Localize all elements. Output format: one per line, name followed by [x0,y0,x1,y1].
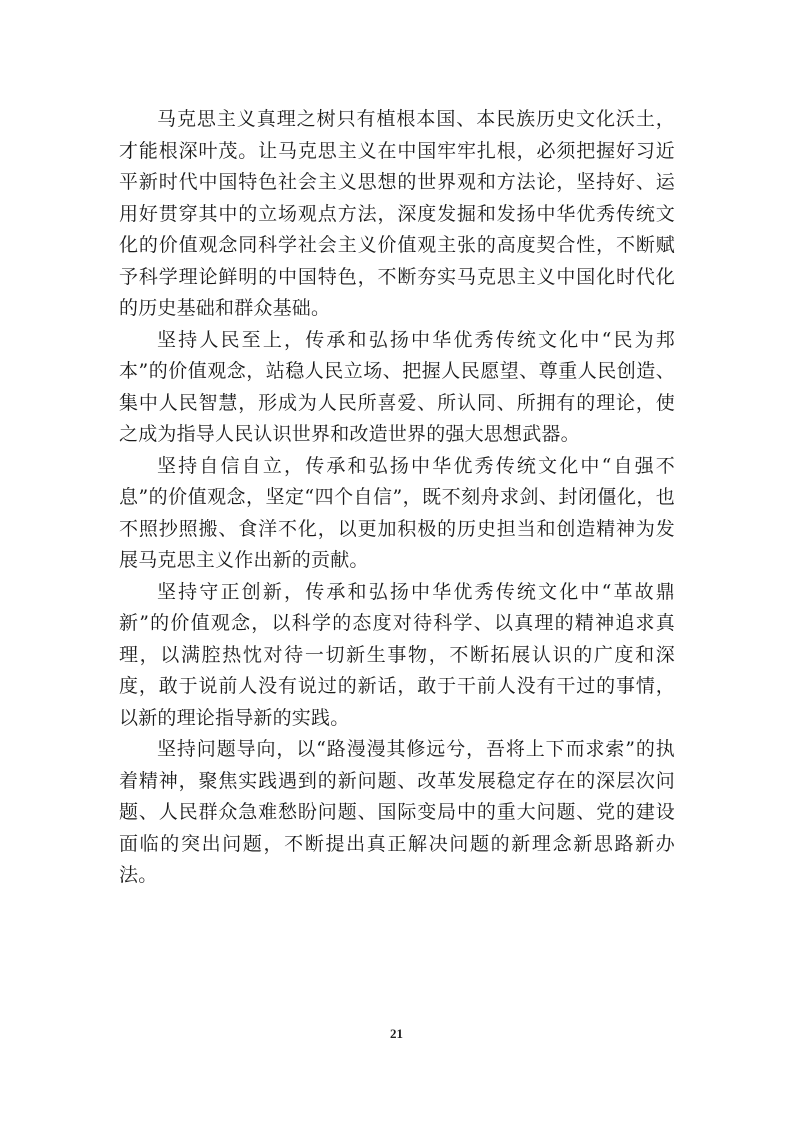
paragraph-1: 马克思主义真理之树只有植根本国、本民族历史文化沃土，才能根深叶茂。让马克思主义在中国牢牢扎根，必须把握好习近平新时代中国特色社会主义思想的世界观和方法论，坚持好、运用好贯穿其中的立场观点方法，深度发掘和发扬中华优秀传统文化的价值观念同科学社会主义价值观主张的高度契合性，不断赋予科学理论鲜明的中国特色，不断夯实马克思主义中国化时代化的历史基础和群众基础。 [119,108,675,319]
paragraph-4: 坚持守正创新，传承和弘扬中华优秀传统文化中“革故鼎新”的价值观念，以科学的态度对待科学、以真理的精神追求真理，以满腔热忱对待一切新生事物，不断拓展认识的广度和深度，敢于说前人没有说过的新话，敢于干前人没有干过的事情，以新的理论指导新的实践。 [119,580,675,729]
paragraph-2: 坚持人民至上，传承和弘扬中华优秀传统文化中“民为邦本”的价值观念，站稳人民立场、把握人民愿望、尊重人民创造、集中人民智慧，形成为人民所喜爱、所认同、所拥有的理论，使之成为指导人民认识世界和改造世界的强大思想武器。 [119,328,675,445]
paragraph-5: 坚持问题导向，以“路漫漫其修远兮，吾将上下而求索”的执着精神，聚焦实践遇到的新问题、改革发展稳定存在的深层次问题、人民群众急难愁盼问题、国际变局中的重大问题、党的建设面临的突出问题，不断提出真正解决问题的新理念新思路新办法。 [119,738,675,886]
paragraph-3: 坚持自信自立，传承和弘扬中华优秀传统文化中“自强不息”的价值观念，坚定“四个自信”，既不刻舟求剑、封闭僵化，也不照抄照搬、食洋不化，以更加积极的历史担当和创造精神为发展马克思主义作出新的贡献。 [119,454,675,571]
body-text [119,104,675,892]
page-number: 21 [390,1026,403,1041]
